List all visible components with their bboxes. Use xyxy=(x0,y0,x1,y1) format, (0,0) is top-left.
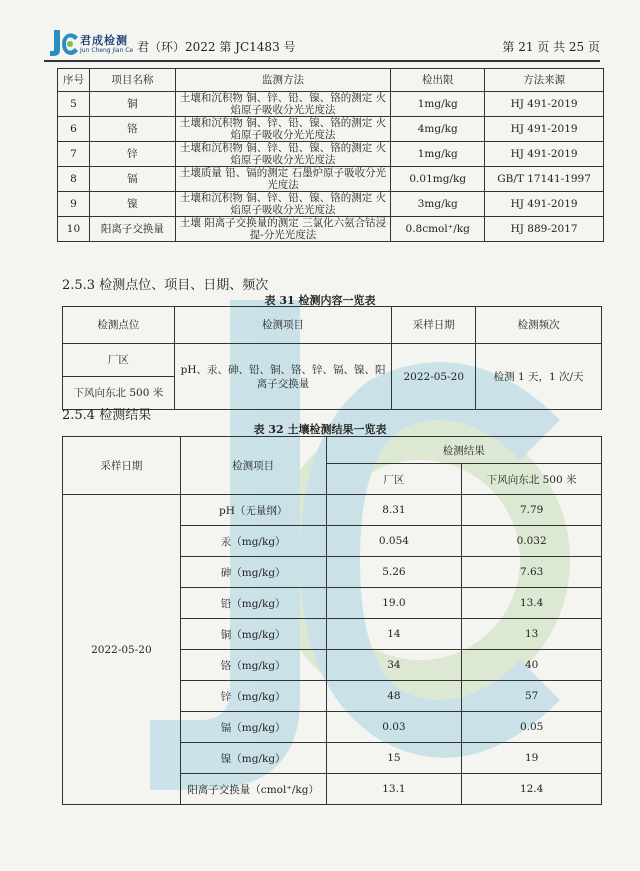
method-source: HJ 491-2019 xyxy=(485,192,604,217)
table32-caption: 表 32 土壤检测结果一览表 xyxy=(253,423,387,436)
table-row xyxy=(58,167,604,192)
item-cell: 阳离子交换量（cmol⁺/kg） xyxy=(180,774,326,805)
header-cell: 检测点位 xyxy=(63,307,175,344)
item-cell: 汞（mg/kg） xyxy=(180,526,326,557)
method-table-header xyxy=(58,69,604,92)
logo-icon xyxy=(48,28,80,58)
method-source: HJ 491-2019 xyxy=(485,142,604,167)
method-text: 土壤质量 铅、镉的测定 石墨炉原子吸收分光光度法 xyxy=(175,167,390,192)
value-cell: 13.4 xyxy=(462,588,602,619)
table-header-row xyxy=(63,307,602,344)
header-cell: 序号 xyxy=(58,69,90,92)
page-number: 第 21 页 共 25 页 xyxy=(502,40,600,54)
detection-limit: 0.8cmol⁺/kg xyxy=(391,217,485,242)
inspection-content-table xyxy=(62,306,602,410)
row-number: 7 xyxy=(58,142,90,167)
table-row xyxy=(63,344,602,377)
header-cell: 厂区 xyxy=(326,464,462,495)
value-cell: 0.032 xyxy=(462,526,602,557)
header-cell: 检测结果 xyxy=(326,437,601,464)
detection-limit: 4mg/kg xyxy=(391,117,485,142)
item-cell: 铬（mg/kg） xyxy=(180,650,326,681)
table31-caption: 表 31 检测内容一览表 xyxy=(264,294,376,307)
point-cell: 厂区 xyxy=(63,344,175,377)
date-cell: 2022-05-20 xyxy=(392,344,476,410)
section-heading-2-5-4: 2.5.4 检测结果 xyxy=(62,408,152,423)
value-cell: 57 xyxy=(462,681,602,712)
item-name: 阳离子交换量 xyxy=(89,217,175,242)
logo-english-text: Jun Cheng Jian Ce xyxy=(80,47,134,54)
row-number: 8 xyxy=(58,167,90,192)
item-cell: pH（无量纲） xyxy=(180,495,326,526)
item-cell: 铅（mg/kg） xyxy=(180,588,326,619)
item-name: 锌 xyxy=(89,142,175,167)
method-table xyxy=(57,68,604,242)
value-cell: 8.31 xyxy=(326,495,462,526)
table-row xyxy=(58,142,604,167)
value-cell: 13.1 xyxy=(326,774,462,805)
item-cell: 锌（mg/kg） xyxy=(180,681,326,712)
sampling-date-cell: 2022-05-20 xyxy=(63,495,181,805)
table-header-row xyxy=(63,437,602,464)
method-text: 土壤和沉积物 铜、锌、铅、镍、铬的测定 火焰原子吸收分光光度法 xyxy=(175,117,390,142)
header-cell: 采样日期 xyxy=(63,437,181,495)
value-cell: 15 xyxy=(326,743,462,774)
value-cell: 19 xyxy=(462,743,602,774)
detection-limit: 1mg/kg xyxy=(391,142,485,167)
value-cell: 0.05 xyxy=(462,712,602,743)
table-row xyxy=(63,495,602,526)
value-cell: 7.79 xyxy=(462,495,602,526)
table-row xyxy=(58,117,604,142)
items-cell: pH、汞、砷、铅、铜、铬、锌、镉、镍、阳离子交换量 xyxy=(174,344,392,410)
logo-chinese-text: 君成检测 xyxy=(80,34,128,47)
table-row xyxy=(58,92,604,117)
value-cell: 13 xyxy=(462,619,602,650)
method-text: 土壤和沉积物 铜、锌、铅、镍、铬的测定 火焰原子吸收分光光度法 xyxy=(175,92,390,117)
value-cell: 0.03 xyxy=(326,712,462,743)
row-number: 6 xyxy=(58,117,90,142)
detection-limit: 0.01mg/kg xyxy=(391,167,485,192)
item-cell: 镍（mg/kg） xyxy=(180,743,326,774)
header-cell: 检测项目 xyxy=(174,307,392,344)
soil-results-table xyxy=(62,436,602,805)
value-cell: 40 xyxy=(462,650,602,681)
value-cell: 48 xyxy=(326,681,462,712)
item-cell: 铜（mg/kg） xyxy=(180,619,326,650)
detection-limit: 1mg/kg xyxy=(391,92,485,117)
value-cell: 14 xyxy=(326,619,462,650)
method-source: HJ 491-2019 xyxy=(485,117,604,142)
header-cell: 检出限 xyxy=(391,69,485,92)
item-name: 镉 xyxy=(89,167,175,192)
header-cell: 监测方法 xyxy=(175,69,390,92)
page-header xyxy=(44,26,600,60)
method-text: 土壤和沉积物 铜、锌、铅、镍、铬的测定 火焰原子吸收分光光度法 xyxy=(175,192,390,217)
value-cell: 0.054 xyxy=(326,526,462,557)
method-source: HJ 889-2017 xyxy=(485,217,604,242)
document-number: 君（环）2022 第 JC1483 号 xyxy=(137,40,296,54)
row-number: 9 xyxy=(58,192,90,217)
value-cell: 7.63 xyxy=(462,557,602,588)
header-divider xyxy=(44,60,600,62)
method-source: GB/T 17141-1997 xyxy=(485,167,604,192)
point-cell: 下风向东北 500 米 xyxy=(63,377,175,410)
section-heading-2-5-3: 2.5.3 检测点位、项目、日期、频次 xyxy=(62,278,269,293)
value-cell: 5.26 xyxy=(326,557,462,588)
header-cell: 下风向东北 500 米 xyxy=(462,464,602,495)
method-text: 土壤和沉积物 铜、锌、铅、镍、铬的测定 火焰原子吸收分光光度法 xyxy=(175,142,390,167)
value-cell: 34 xyxy=(326,650,462,681)
item-name: 铬 xyxy=(89,117,175,142)
method-source: HJ 491-2019 xyxy=(485,92,604,117)
header-cell: 方法来源 xyxy=(485,69,604,92)
value-cell: 19.0 xyxy=(326,588,462,619)
value-cell: 12.4 xyxy=(462,774,602,805)
item-name: 铜 xyxy=(89,92,175,117)
table-row xyxy=(58,192,604,217)
detection-limit: 3mg/kg xyxy=(391,192,485,217)
item-cell: 镉（mg/kg） xyxy=(180,712,326,743)
header-cell: 检测项目 xyxy=(180,437,326,495)
method-text: 土壤 阳离子交换量的测定 三氯化六氨合钴浸提-分光光度法 xyxy=(175,217,390,242)
item-cell: 砷（mg/kg） xyxy=(180,557,326,588)
table-row xyxy=(58,217,604,242)
frequency-cell: 检测 1 天，1 次/天 xyxy=(476,344,602,410)
header-cell: 项目名称 xyxy=(89,69,175,92)
row-number: 10 xyxy=(58,217,90,242)
item-name: 镍 xyxy=(89,192,175,217)
header-cell: 检测频次 xyxy=(476,307,602,344)
row-number: 5 xyxy=(58,92,90,117)
header-cell: 采样日期 xyxy=(392,307,476,344)
